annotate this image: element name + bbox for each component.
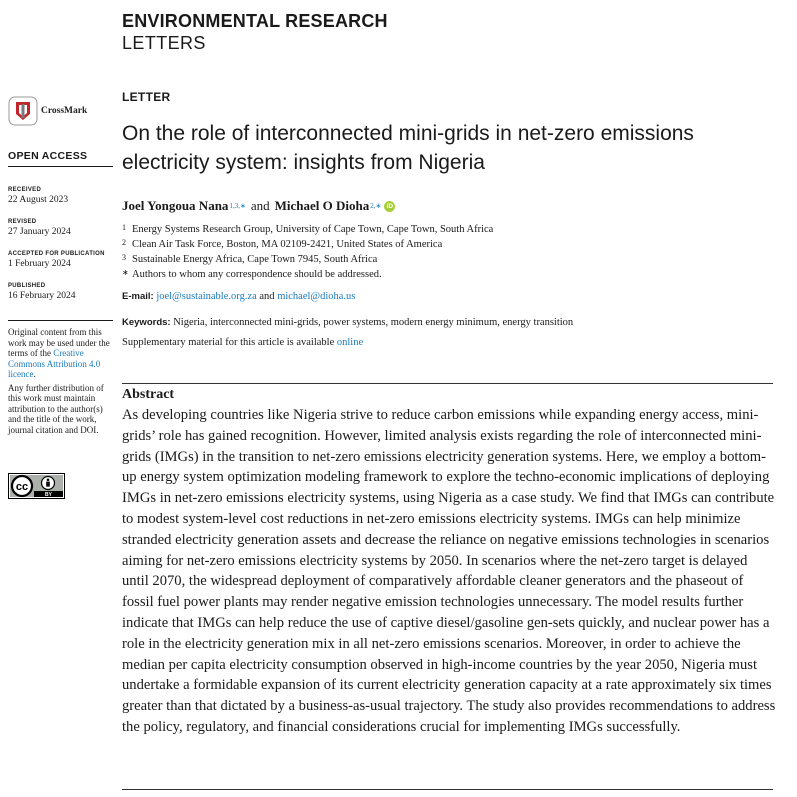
affiliation-number: 1 (122, 223, 126, 232)
date-value: 1 February 2024 (8, 259, 71, 269)
cc-mark: cc (15, 481, 29, 493)
journal-subname: LETTERS (122, 33, 206, 53)
by-mark: BY (45, 492, 52, 498)
date-label: REVISED (8, 219, 37, 225)
affiliation-text: Energy Systems Research Group, University of Cape Town, Cape Town, South Africa (132, 224, 494, 235)
license-notice (8, 327, 114, 435)
email-link[interactable]: joel@sustainable.org.za (156, 291, 257, 302)
journal-name: ENVIRONMENTAL RESEARCH (122, 11, 388, 31)
author-affiliation-marker: 1,3,∗ (229, 202, 246, 210)
email-line (122, 291, 355, 302)
license-paragraph (8, 327, 114, 380)
license-attribution: Any further distribution of this work must maintain attribution to the author(s) and the title of the work, journal citation and DOI. (8, 382, 104, 435)
license-text: Original content from this work may be used under the terms of the (8, 327, 110, 358)
affiliations (122, 222, 493, 282)
date-revised (8, 219, 71, 237)
date-label: RECEIVED (8, 187, 42, 193)
affiliation (122, 222, 493, 237)
crossmark-icon (8, 96, 38, 126)
sidebar-divider (8, 320, 113, 321)
date-value: 16 February 2024 (8, 291, 76, 301)
affiliation-number: 2 (122, 238, 126, 247)
crossmark-badge[interactable] (8, 96, 87, 126)
affiliation-number: 3 (122, 253, 126, 262)
affiliation (122, 252, 493, 267)
abstract-divider (122, 383, 773, 384)
cc-by-icon[interactable] (8, 473, 65, 499)
author-name[interactable]: Joel Yongoua Nana (122, 198, 229, 213)
supplementary-line (122, 337, 363, 348)
article-type: LETTER (122, 90, 171, 104)
date-label: PUBLISHED (8, 283, 46, 289)
email-link[interactable]: michael@dioha.us (277, 291, 356, 302)
crossmark-label: CrossMark (41, 106, 88, 116)
email-and: and (259, 291, 275, 302)
article-title: On the role of interconnected mini-grids in net-zero emissions electricity system: insights from Nigeria (122, 122, 694, 174)
abstract-heading: Abstract (122, 387, 175, 402)
sidebar-divider (8, 166, 113, 167)
keywords-label: Keywords: (122, 317, 171, 328)
license-text-end: . (33, 369, 36, 379)
keywords-text: Nigeria, interconnected mini-grids, power systems, modern energy minimum, energy transition (173, 317, 574, 328)
affiliation-text: Clean Air Task Force, Boston, MA 02109-2421, United States of America (132, 239, 443, 250)
date-published (8, 283, 76, 301)
date-label: ACCEPTED FOR PUBLICATION (8, 251, 105, 257)
affiliation-text: Sustainable Energy Africa, Cape Town 7945, South Africa (132, 254, 378, 265)
email-label: E-mail: (122, 291, 154, 302)
orcid-icon[interactable]: iD (384, 201, 395, 212)
date-received (8, 187, 68, 205)
supplementary-text: Supplementary material for this article is available (122, 337, 337, 348)
keywords-line (122, 317, 573, 328)
correspondence-note (122, 267, 493, 282)
author-list (122, 198, 395, 214)
cc-license-link[interactable]: Creative Commons Attribution 4.0 licence (8, 348, 101, 379)
authors-and: and (250, 198, 270, 213)
abstract-text: As developing countries like Nigeria strive to reduce carbon emissions while expanding energy access, mini-grids’ role has gained recognition. However, limited analysis exists regarding the role of interconnected mini-grids (IMGs) in the transition to net-zero emissions electricity generation systems. Here, we employ a bottom-up energy system optimization modeling framework to explore the techno-economic implications of deploying IMGs in net-zero emissions electricity systems, using Nigeria as a case study. We find that IMGs can contribute to modest system-level cost reductions in net-zero emissions electricity systems. IMGs can help minimize stranded electricity generation assets and decrease the reliance on negative emissions technologies in scenarios aiming for net-zero emissions electricity systems by 2050. In scenarios where the net-zero target is delayed until 2070, the widespread deployment of comparatively affordable cleaner generators and the phaseout of fossil fuel power plants may render negative emission technologies unnecessary. The model results further indicate that IMGs can help reduce the use of captive diesel/gasoline gen-sets quickly, and nuclear power has a role in the electricity generation mix in all net-zero emissions scenarios. Moreover, in order to achieve the median per capita electricity consumption observed in high-income countries by the year 2050, Nigeria must undertake a formidable expansion of its current electricity generation capacity at a rate approximately six times greater than that dictated by a business-as-usual trajectory. The study also provides recommendations to address the policy, regulatory, and financial considerations crucial for implementing IMGs successfully. (122, 407, 776, 735)
supplementary-link[interactable]: online (336, 337, 364, 348)
affiliation-text: Authors to whom any correspondence should be addressed. (132, 269, 382, 280)
open-access-label: OPEN ACCESS (8, 150, 88, 162)
date-value: 22 August 2023 (8, 195, 69, 205)
date-accepted (8, 251, 105, 269)
affiliation (122, 237, 493, 252)
bottom-divider (122, 789, 773, 790)
affiliation-number: ∗ (122, 268, 129, 277)
journal-header (122, 12, 388, 52)
author-name[interactable]: Michael O Dioha (274, 198, 370, 213)
author-affiliation-marker: 2,∗ (370, 202, 382, 210)
date-value: 27 January 2024 (8, 227, 71, 237)
